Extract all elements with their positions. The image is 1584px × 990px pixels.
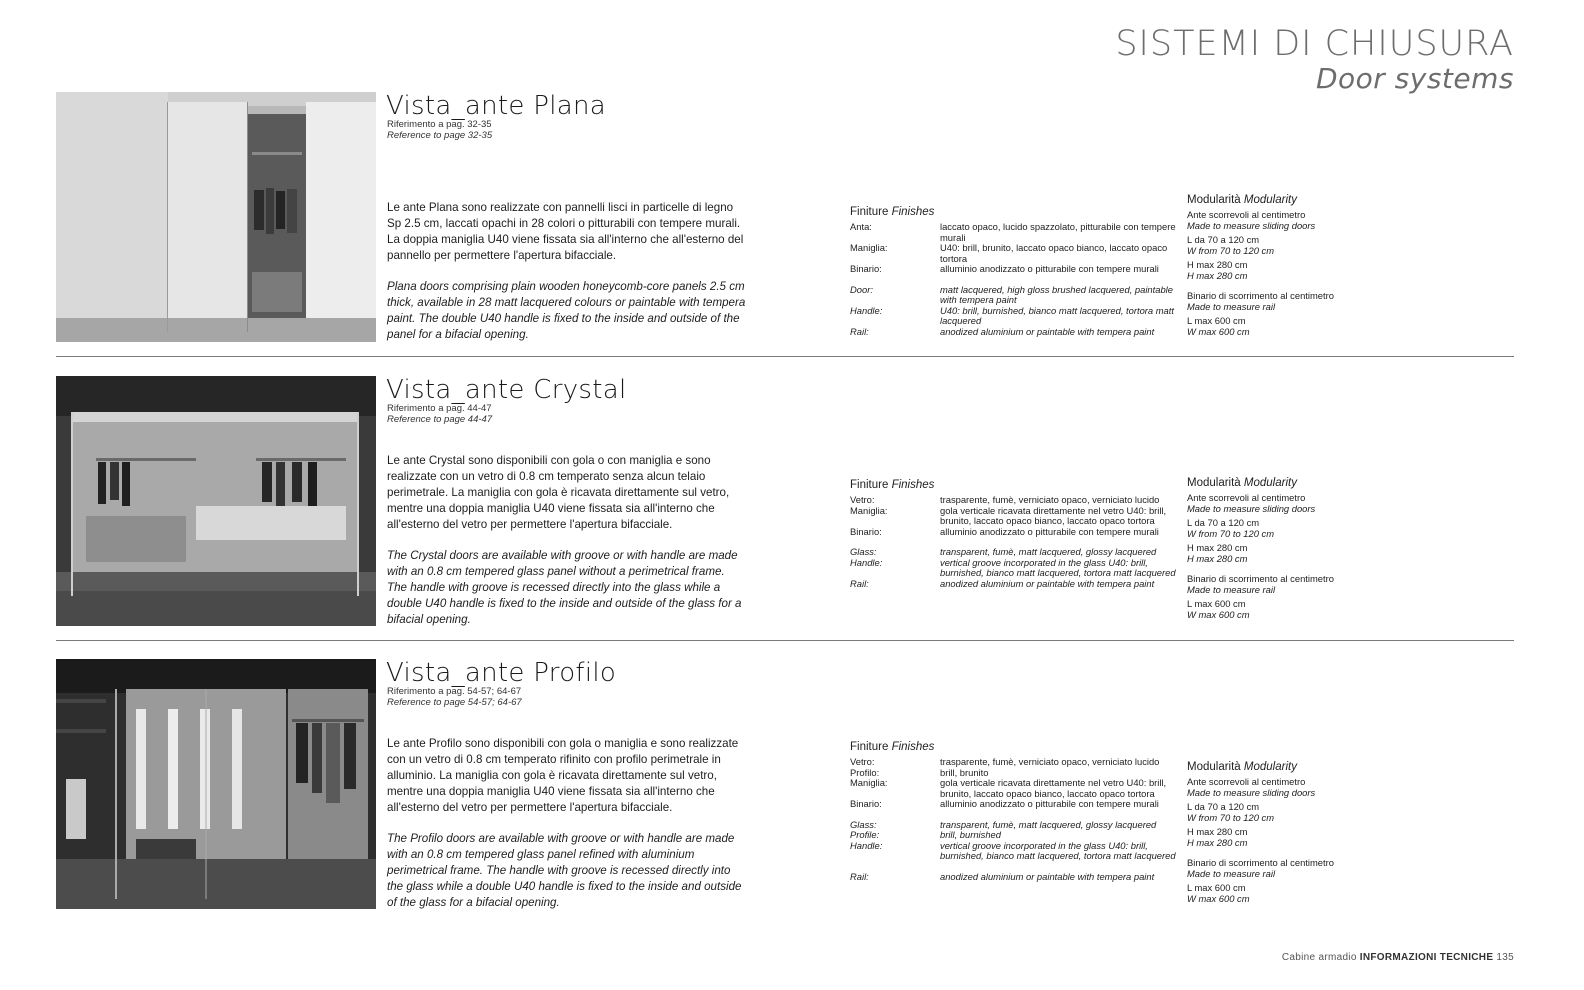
profilo-photo	[56, 659, 376, 909]
page-reference	[387, 120, 492, 141]
modularity-line: L da 70 a 120 cm	[1187, 517, 1260, 528]
description	[387, 453, 747, 628]
section-divider	[56, 356, 1514, 357]
modularity-heading: Modularità Modularity	[1187, 477, 1297, 489]
modularity-line: W from 70 to 120 cm	[1187, 244, 1275, 256]
modularity-block	[1187, 761, 1387, 904]
page-reference-italian: Riferimento a pag. 32-35	[387, 119, 492, 130]
page-reference	[387, 687, 522, 708]
description-italian: Le ante Plana sono realizzate con pannelli lisci in particelle di legno Sp 2.5 cm, laccati opachi in 28 colori o pitturabili con tempere murali. La doppia maniglia U40 viene fissata sia all'interno che all'esterno del pannello per permettere l'apertura bifacciale.	[387, 201, 744, 262]
finishes-block	[850, 206, 1180, 337]
description	[387, 736, 747, 911]
modularity-line: H max 280 cm	[1187, 542, 1248, 553]
modularity-block	[1187, 477, 1387, 620]
modularity-line: L da 70 a 120 cm	[1187, 801, 1260, 812]
modularity-line: Ante scorrevoli al centimetro	[1187, 209, 1306, 220]
finish-row: Vetro: trasparente, fumè, verniciato opaco, verniciato lucido	[850, 494, 1160, 505]
page-reference	[387, 404, 492, 425]
finishes-block	[850, 479, 1180, 589]
finish-row: Anta: laccato opaco, lucido spazzolato, pitturabile con tempere murali	[850, 221, 1176, 243]
description-english: The Profilo doors are available with groove or with handle are made with an 0.8 cm tempered glass panel refined with aluminium perimetrical frame. The handle with groove is recessed directly into the glass while a double U40 handle is fixed to the inside and outside of the glass for a bifacial opening.	[387, 832, 742, 909]
finish-row-english: Rail: anodized aluminium or paintable with tempera paint	[850, 870, 1155, 882]
section-title: Vista_ante Crystal	[386, 375, 627, 405]
page-reference-italian: Riferimento a pag. 44-47	[387, 403, 492, 414]
modularity-line: Ante scorrevoli al centimetro	[1187, 776, 1306, 787]
modularity-line: W max 600 cm	[1187, 608, 1250, 620]
finish-row-english: Door: matt lacquered, high gloss brushed lacquered, paintable with tempera paint	[850, 283, 1173, 305]
modularity-line: L max 600 cm	[1187, 598, 1246, 609]
finish-row: Maniglia: gola verticale ricavata direttamente nel vetro U40: brill, brunito, laccato opaco bianco, laccato opaco tortora	[850, 504, 1167, 526]
finish-row: Profilo: brill, brunito	[850, 766, 989, 778]
footer-section: Cabine armadio	[1281, 952, 1357, 963]
finish-row-english: Handle: U40: brill, burnished, bianco matt lacquered, tortora matt lacquered	[850, 304, 1174, 326]
modularity-line: Made to measure rail	[1187, 583, 1276, 595]
page-title	[1115, 24, 1514, 94]
modularity-line: H max 280 cm	[1187, 259, 1248, 270]
modularity-line: H max 280 cm	[1187, 269, 1248, 281]
section-title: Vista_ante Plana	[386, 91, 607, 121]
finish-row-english: Handle: vertical groove incorporated in the glass U40: brill, burnished, bianco matt lacquered, tortora matt lacquered	[850, 556, 1176, 578]
finishes-heading: Finiture Finishes	[850, 206, 935, 218]
modularity-line: W max 600 cm	[1187, 325, 1250, 337]
finish-row-english: Glass: transparent, fumè, matt lacquered, glossy lacquered	[850, 818, 1157, 830]
finish-row: Binario: alluminio anodizzato o pitturabile con tempere murali	[850, 798, 1159, 809]
modularity-line: Made to measure rail	[1187, 300, 1276, 312]
description	[387, 200, 747, 343]
page-title-italian: SISTEMI DI CHIUSURA	[1115, 24, 1514, 64]
page-footer	[1282, 952, 1514, 963]
section-crystal	[56, 376, 1536, 626]
modularity-line: Made to measure sliding doors	[1187, 786, 1316, 798]
section-divider	[56, 640, 1514, 641]
modularity-line: H max 280 cm	[1187, 826, 1248, 837]
page-number: 135	[1496, 952, 1514, 963]
modularity-line: Made to measure sliding doors	[1187, 502, 1316, 514]
finish-row: Binario: alluminio anodizzato o pitturabile con tempere murali	[850, 525, 1159, 537]
modularity-line: L max 600 cm	[1187, 315, 1246, 326]
finish-row: Maniglia: U40: brill, brunito, laccato opaco bianco, laccato opaco tortora	[850, 242, 1168, 264]
modularity-line: Binario di scorrimento al centimetro	[1187, 857, 1334, 868]
finish-row-english: Profile: brill, burnished	[850, 829, 1001, 840]
finish-row-english: Handle: vertical groove incorporated in the glass U40: brill, burnished, bianco matt lacquered, tortora matt lacquered	[850, 839, 1176, 861]
modularity-line: W max 600 cm	[1187, 892, 1250, 904]
finishes-heading: Finiture Finishes	[850, 741, 935, 753]
modularity-line: H max 280 cm	[1187, 552, 1248, 564]
finish-row-english: Rail: anodized aluminium or paintable with tempera paint	[850, 577, 1155, 589]
page-title-english: Door systems	[1315, 62, 1514, 95]
section-plana	[56, 92, 1536, 342]
modularity-line: Binario di scorrimento al centimetro	[1187, 290, 1334, 301]
description-english: The Crystal doors are available with groove or with handle are made with an 0.8 cm tempered glass panel without a perimetrical frame. The handle with groove is recessed directly into the glass while a double U40 handle is fixed to the inside and outside of the glass for a bifacial opening.	[387, 549, 742, 626]
finish-row: Binario: alluminio anodizzato o pitturabile con tempere murali	[850, 263, 1159, 274]
description-italian: Le ante Crystal sono disponibili con gola o con maniglia e sono realizzate con un vetro di 0.8 cm temperato senza alcun telaio perimetrale. La maniglia con gola è ricavata direttamente sul vetro, mentre una doppia maniglia U40 viene fissata sia all'interno che all'esterno del vetro per permettere l'apertura bifacciale.	[387, 454, 730, 531]
modularity-line: W from 70 to 120 cm	[1187, 811, 1275, 823]
section-profilo	[56, 659, 1536, 909]
plana-photo	[56, 92, 376, 342]
page-reference-english: Reference to page 54-57; 64-67	[387, 696, 522, 708]
page-reference-english: Reference to page 44-47	[387, 413, 493, 425]
finish-row: Vetro: trasparente, fumè, verniciato opaco, verniciato lucido	[850, 756, 1160, 767]
modularity-line: Ante scorrevoli al centimetro	[1187, 492, 1306, 503]
finishes-block	[850, 741, 1180, 882]
footer-chapter: INFORMAZIONI TECNICHE	[1359, 952, 1494, 963]
modularity-line: Made to measure rail	[1187, 867, 1276, 879]
finish-row: Maniglia: gola verticale ricavata direttamente nel vetro U40: brill, brunito, laccato opaco bianco, laccato opaco tortora	[850, 777, 1167, 799]
modularity-line: W from 70 to 120 cm	[1187, 527, 1275, 539]
modularity-line: Binario di scorrimento al centimetro	[1187, 573, 1334, 584]
modularity-heading: Modularità Modularity	[1187, 761, 1297, 773]
crystal-photo	[56, 376, 376, 626]
modularity-heading: Modularità Modularity	[1187, 194, 1297, 206]
modularity-line: H max 280 cm	[1187, 836, 1248, 848]
modularity-line: L max 600 cm	[1187, 882, 1246, 893]
page-reference-italian: Riferimento a pag. 54-57; 64-67	[387, 686, 522, 697]
finishes-heading: Finiture Finishes	[850, 479, 935, 491]
description-english: Plana doors comprising plain wooden honeycomb-core panels 2.5 cm thick, available in 28 matt lacquered colours or paintable with tempera paint. The double U40 handle is fixed to the inside and outside of the panel for a bifacial opening.	[387, 280, 746, 341]
section-title: Vista_ante Profilo	[386, 658, 617, 688]
modularity-block	[1187, 194, 1387, 337]
modularity-line: L da 70 a 120 cm	[1187, 234, 1260, 245]
page-reference-english: Reference to page 32-35	[387, 129, 493, 141]
finish-row-english: Rail: anodized aluminium or paintable with tempera paint	[850, 325, 1155, 337]
description-italian: Le ante Profilo sono disponibili con gola o maniglia e sono realizzate con un vetro di 0.8 cm temperato rifinito con profilo perimetrale in alluminio. La maniglia con gola è ricavata direttamente sul vetro, mentre una doppia maniglia U40 viene fissata sia all'interno che all'esterno del vetro per permettere l'apertura bifacciale.	[387, 737, 739, 814]
modularity-line: Made to measure sliding doors	[1187, 219, 1316, 231]
finish-row-english: Glass: transparent, fumè, matt lacquered, glossy lacquered	[850, 546, 1157, 557]
